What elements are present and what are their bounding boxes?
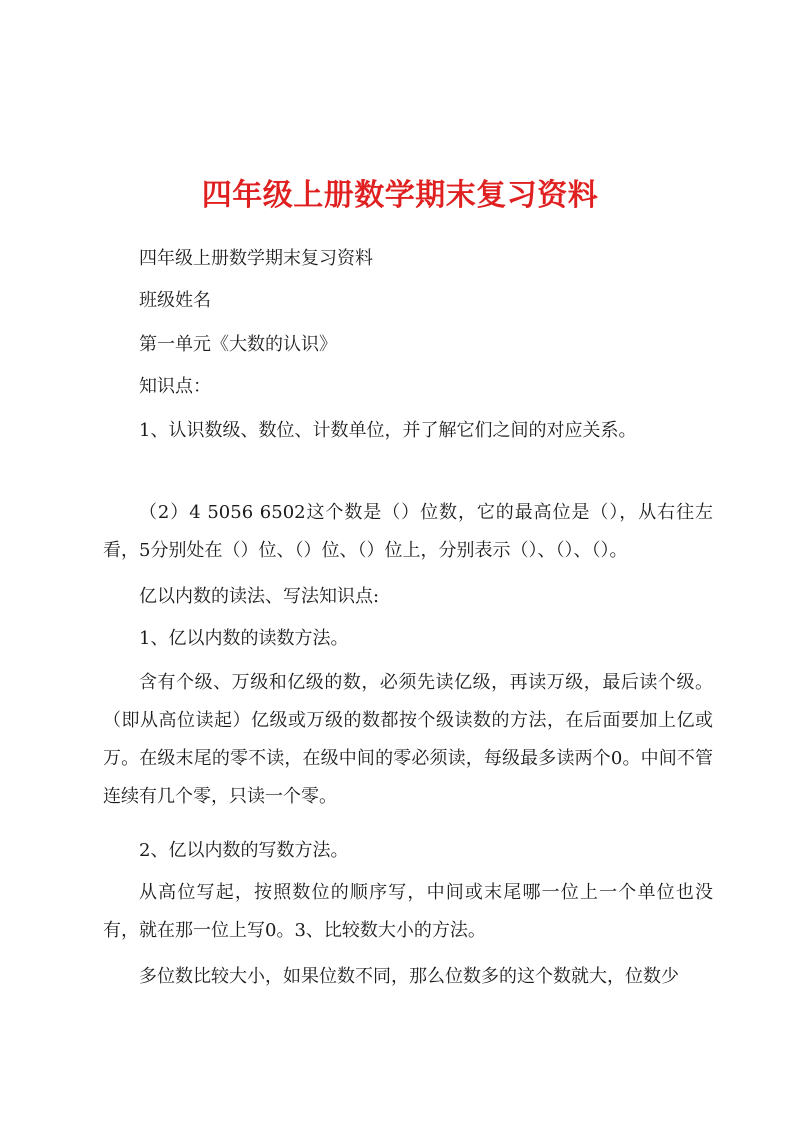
- paragraph-text: 1、认识数级、数位、计数单位，并了解它们之间的对应关系。: [139, 420, 637, 441]
- paragraph-reading-rules: [103, 664, 713, 816]
- paragraph-compare: [103, 958, 713, 996]
- paragraph-item-1: [103, 412, 713, 450]
- paragraph-text: 知识点：: [139, 376, 211, 397]
- paragraph-text: 2、亿以内数的写数方法。: [139, 840, 349, 861]
- paragraph-text: 第一单元《大数的认识》: [139, 334, 337, 355]
- paragraph-text: 亿以内数的读法、写法知识点:: [139, 586, 380, 607]
- paragraph-text: 班级姓名: [139, 290, 211, 311]
- paragraph-text: 四年级上册数学期末复习资料: [139, 248, 373, 269]
- paragraph-writing-rules: [103, 874, 713, 950]
- paragraph-text: 含有个级、万级和亿级的数，必须先读亿级，再读万级，最后读个级。（即从高位读起）亿级或万级的数都按个级读数的方法，在后面要加上亿或万。在级末尾的零不读，在级中间的零必须读，每级最多读两个0。中间不管连续有几个零，只读一个零。: [103, 672, 713, 807]
- paragraph-question-2: [103, 494, 713, 570]
- paragraph-unit-heading: [103, 326, 713, 364]
- paragraph-text: 1、亿以内数的读数方法。: [139, 628, 349, 649]
- paragraph-class-name: [103, 282, 713, 320]
- document-title: 四年级上册数学期末复习资料: [201, 178, 599, 213]
- paragraph-text: 多位数比较大小，如果位数不同，那么位数多的这个数就大，位数少: [139, 966, 679, 987]
- paragraph-writing-method: [103, 832, 713, 870]
- paragraph-knowledge-label: [103, 368, 713, 406]
- paragraph-reading-writing: [103, 578, 713, 616]
- paragraph-reading-method: [103, 620, 713, 658]
- paragraph-subtitle: [103, 240, 713, 278]
- paragraph-text: （2）4 5056 6502这个数是（）位数，它的最高位是（），从右往左看，5分别处在（）位、（）位、（）位上，分别表示（）、（）、（）。: [103, 502, 713, 561]
- paragraph-text: 从高位写起，按照数位的顺序写，中间或末尾哪一位上一个单位也没有，就在那一位上写0。3、比较数大小的方法。: [103, 882, 713, 941]
